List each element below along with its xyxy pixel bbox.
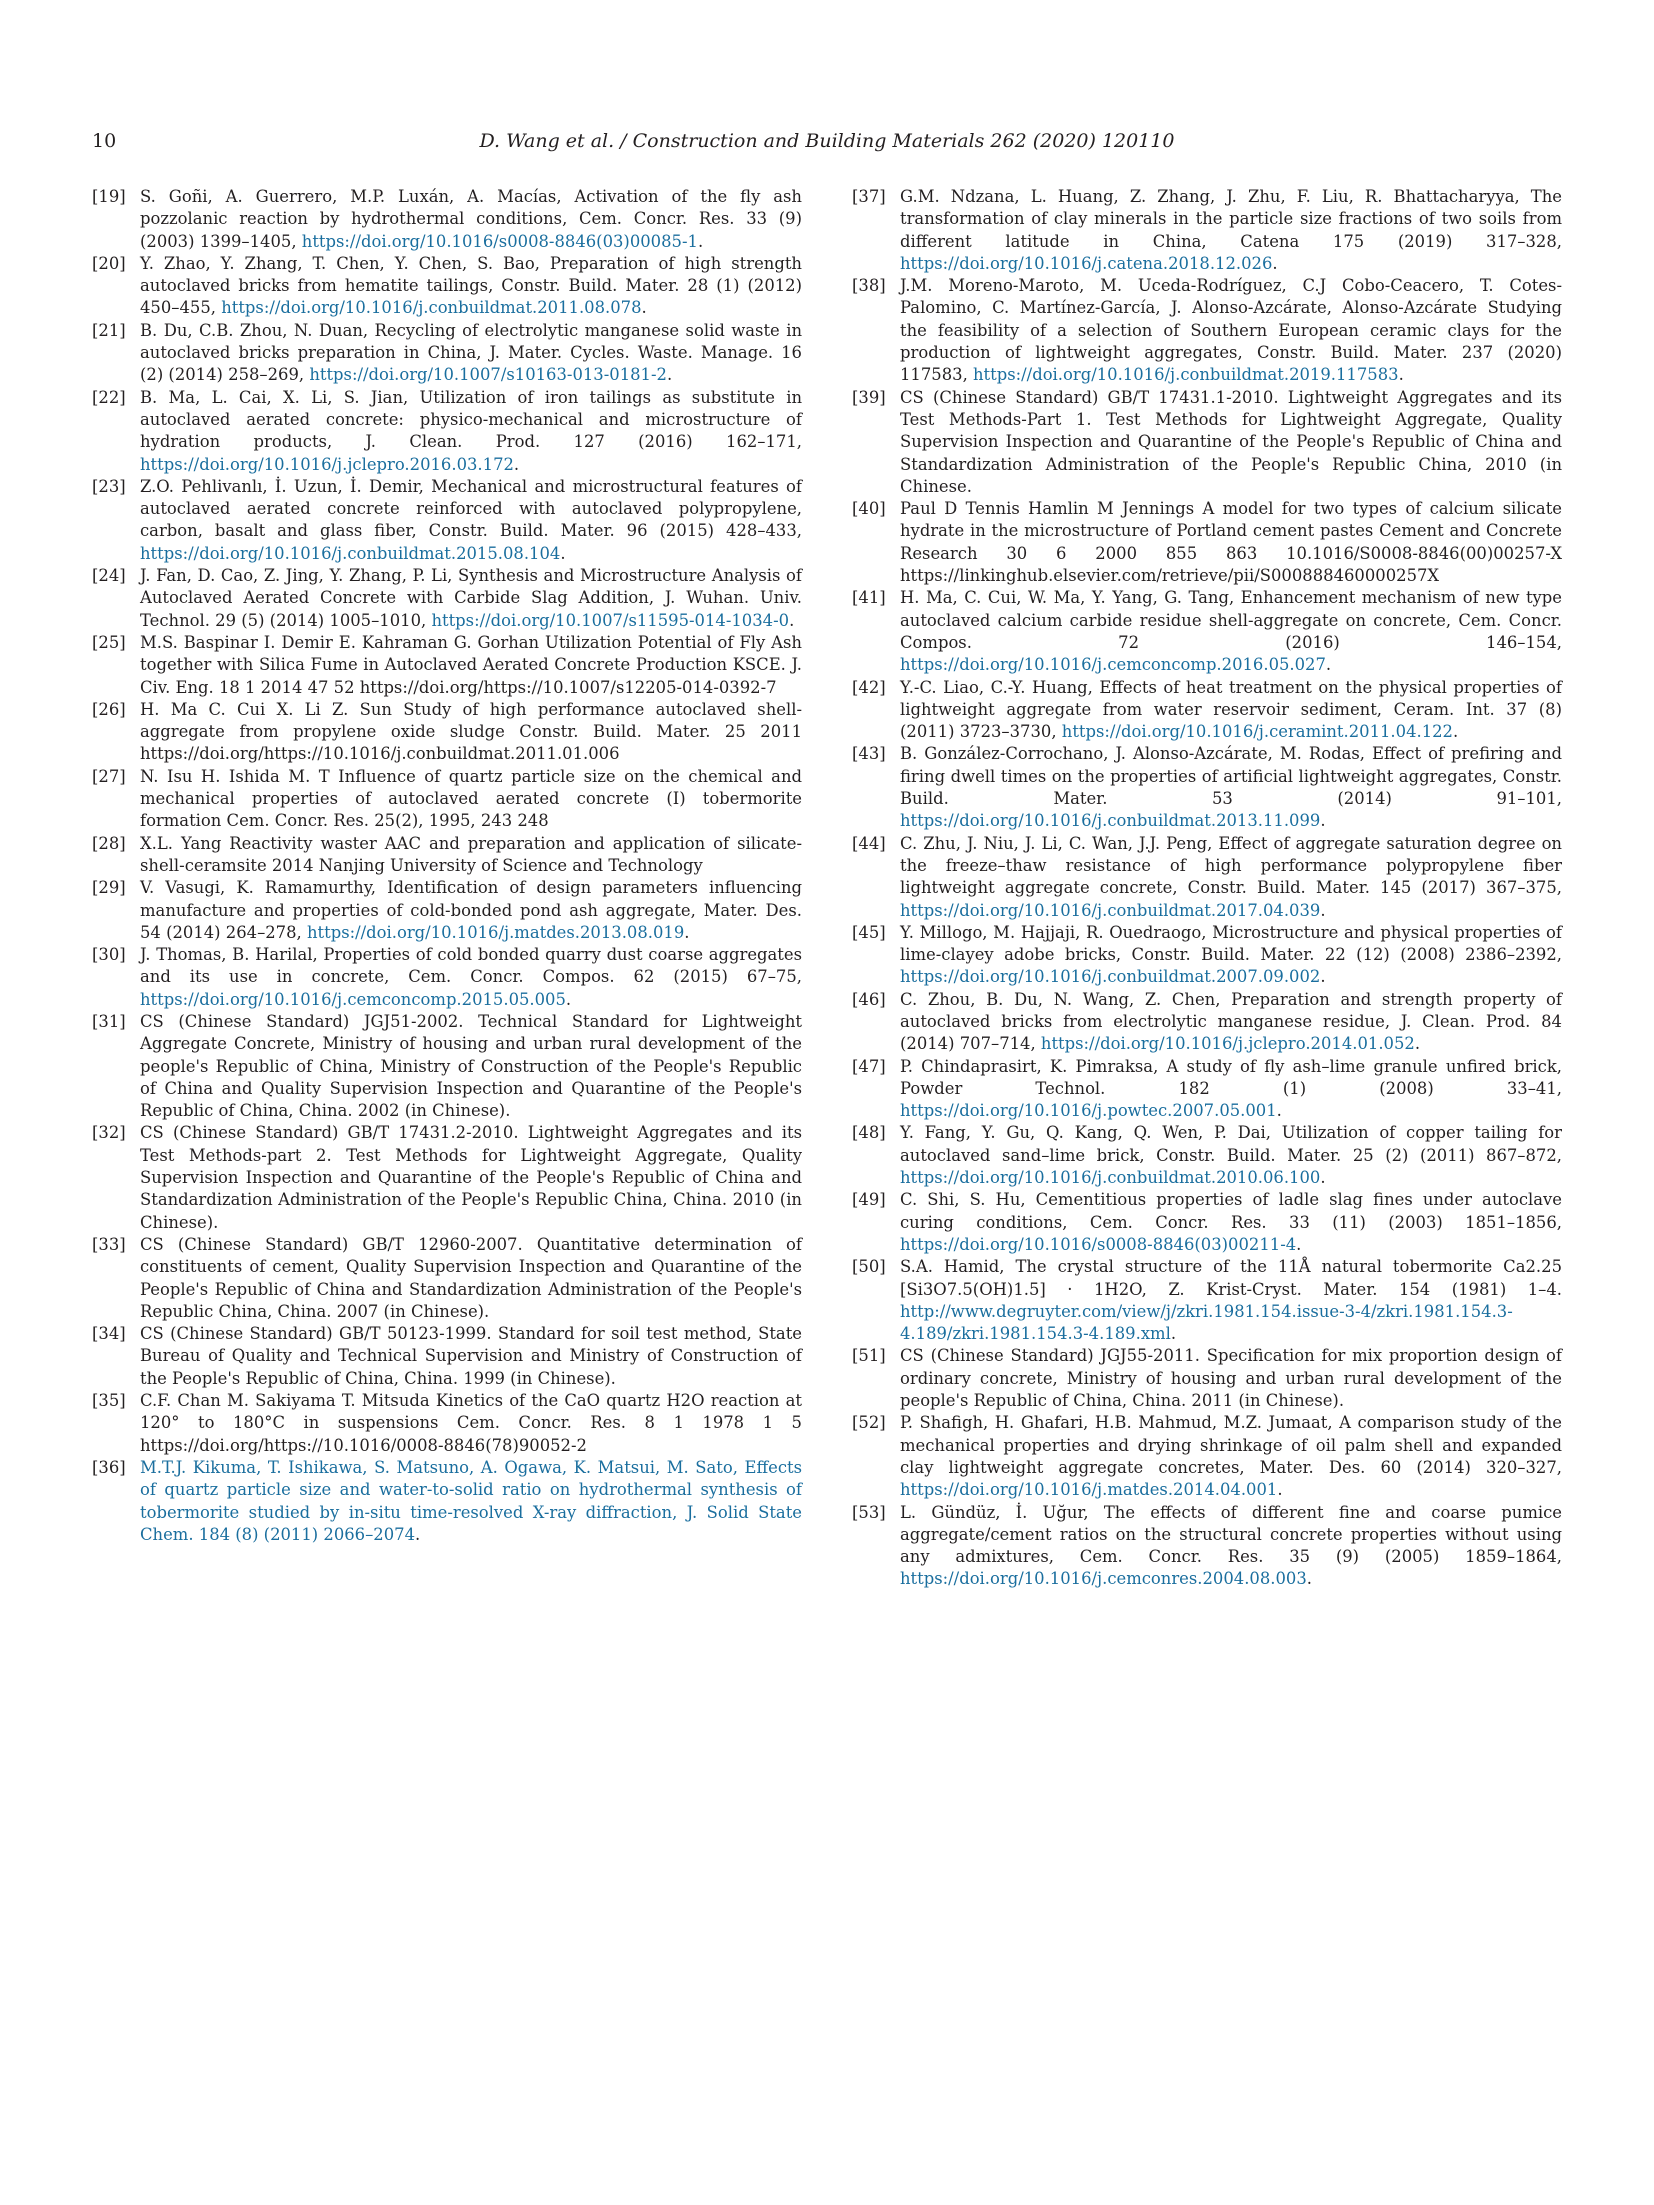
reference-item xyxy=(92,1323,802,1390)
reference-number: [32] xyxy=(92,1123,126,1143)
reference-item xyxy=(92,632,802,699)
reference-item xyxy=(852,1502,1562,1591)
reference-item xyxy=(852,498,1562,587)
reference-text: B. González-Corrochano, J. Alonso-Azcárate, M. Rodas, Effect of prefiring and firing dwell times on the properties of artificial lightweight aggregates, Constr. Build. Mater. 53 (2014) 91–101, xyxy=(900,744,1562,809)
reference-tail: . xyxy=(513,454,520,474)
reference-item xyxy=(92,476,802,565)
reference-item xyxy=(92,766,802,833)
reference-number: [19] xyxy=(92,187,126,206)
reference-number: [41] xyxy=(852,588,886,608)
reference-item xyxy=(92,877,802,944)
reference-text: B. Ma, L. Cai, X. Li, S. Jian, Utilization of iron tailings as substitute in autoclaved aerated concrete: physico-mechanical and microstructure of hydration products, J. Clean. Prod. 127 (2016) 162–171, xyxy=(140,387,802,452)
reference-number: [28] xyxy=(92,833,126,853)
reference-number: [45] xyxy=(852,922,886,942)
reference-tail: . xyxy=(641,298,647,318)
doi-link[interactable]: https://doi.org/10.1016/j.cemconres.2004.08.003 xyxy=(900,1569,1307,1589)
doi-link[interactable]: http://www.degruyter.com/view/j/zkri.1981.154.issue-3-4/zkri.1981.154.3-4.189/zkri.1981.154.3-4.189.xml xyxy=(900,1301,1513,1344)
reference-item xyxy=(92,186,802,253)
doi-link[interactable]: https://doi.org/10.1016/j.jclepro.2014.01.052 xyxy=(1040,1034,1415,1054)
reference-tail: . xyxy=(1414,1034,1421,1054)
reference-number: [26] xyxy=(92,699,126,719)
reference-tail: . xyxy=(1272,253,1278,273)
reference-text: S. Goñi, A. Guerrero, M.P. Luxán, A. Macías, Activation of the fly ash pozzolanic reaction by hydrothermal conditions, Cem. Concr. Res. 33 (9) (2003) 1399–1405, xyxy=(140,187,802,251)
reference-tail: . xyxy=(1276,1101,1282,1121)
doi-link[interactable]: https://doi.org/10.1016/j.catena.2018.12.026 xyxy=(900,253,1273,273)
reference-text: M.S. Baspinar I. Demir E. Kahraman G. Gorhan Utilization Potential of Fly Ash together with Silica Fume in Autoclaved Aerated Concrete Production KSCE. J. Civ. Eng. 18 1 2014 47 52 https://doi.org/https://10.1007/s12205-014-0392-7 xyxy=(140,632,802,697)
reference-item xyxy=(852,1345,1562,1412)
running-head: D. Wang et al. / Construction and Building Materials 262 (2020) 120110 xyxy=(479,130,1175,152)
reference-text: Y. Fang, Y. Gu, Q. Kang, Q. Wen, P. Dai, Utilization of copper tailing for autoclaved sand–lime brick, Constr. Build. Mater. 25 (2) (2011) 867–872, xyxy=(900,1123,1562,1165)
reference-text: C. Zhou, B. Du, N. Wang, Z. Chen, Preparation and strength property of autoclaved bricks from electrolytic manganese residue, J. Clean. Prod. 84 (2014) 707–714, xyxy=(900,989,1562,1054)
reference-number: [30] xyxy=(92,945,126,965)
reference-text: V. Vasugi, K. Ramamurthy, Identification of design parameters influencing manufacture and properties of cold-bonded pond ash aggregate, Mater. Des. 54 (2014) 264–278, xyxy=(140,878,802,942)
reference-text: CS (Chinese Standard) GB/T 12960-2007. Quantitative determination of constituents of cement, Quality Supervision Inspection and Quarantine of the People's Republic of China and Standardization Administration of the People's Republic China, China. 2007 (in Chinese). xyxy=(140,1234,802,1321)
reference-text: J. Fan, D. Cao, Z. Jing, Y. Zhang, P. Li, Synthesis and Microstructure Analysis of Autoclaved Aerated Concrete with Carbide Slag Addition, J. Wuhan. Univ. Technol. 29 (5) (2014) 1005–1010, xyxy=(140,566,802,630)
doi-link[interactable]: https://doi.org/10.1016/j.matdes.2014.04.001 xyxy=(900,1480,1278,1500)
reference-text: C. Zhu, J. Niu, J. Li, C. Wan, J.J. Peng, Effect of aggregate saturation degree on the freeze–thaw resistance of high performance polypropylene fiber lightweight aggregate concrete, Constr. Build. Mater. 145 (2017) 367–375, xyxy=(900,833,1562,898)
doi-link[interactable]: M.T.J. Kikuma, T. Ishikawa, S. Matsuno, A. Ogawa, K. Matsui, M. Sato, Effects of quartz particle size and water-to-solid ratio on hydrothermal synthesis of tobermorite studied by in-situ time-resolved X-ray diffraction, J. Solid State Chem. 184 (8) (2011) 2066–2074 xyxy=(140,1457,802,1544)
reference-item xyxy=(852,677,1562,744)
reference-number: [48] xyxy=(852,1123,886,1143)
reference-item xyxy=(852,587,1562,676)
reference-item xyxy=(92,1457,802,1546)
doi-link[interactable]: https://doi.org/10.1016/j.powtec.2007.05.001 xyxy=(900,1101,1277,1121)
reference-number: [21] xyxy=(92,320,126,340)
reference-item xyxy=(852,186,1562,275)
reference-tail: . xyxy=(1320,967,1326,987)
doi-link[interactable]: https://doi.org/10.1016/j.conbuildmat.2011.08.078 xyxy=(221,298,642,318)
reference-number: [23] xyxy=(92,476,126,496)
reference-item xyxy=(852,743,1562,832)
reference-number: [24] xyxy=(92,566,126,586)
reference-number: [38] xyxy=(852,276,886,296)
reference-item xyxy=(92,1234,802,1323)
reference-item xyxy=(92,1011,802,1122)
reference-item xyxy=(852,1412,1562,1501)
reference-item xyxy=(852,1189,1562,1256)
reference-text: J. Thomas, B. Harilal, Properties of cold bonded quarry dust coarse aggregates and its use in concrete, Cem. Concr. Compos. 62 (2015) 67–75, xyxy=(140,945,802,987)
reference-item xyxy=(852,275,1562,386)
reference-number: [25] xyxy=(92,632,126,652)
reference-number: [50] xyxy=(852,1257,886,1277)
reference-number: [42] xyxy=(852,677,886,697)
reference-text: Y. Millogo, M. Hajjaji, R. Ouedraogo, Microstructure and physical properties of lime-clayey adobe bricks, Constr. Build. Mater. 22 (12) (2008) 2386–2392, xyxy=(900,922,1562,965)
reference-item xyxy=(92,699,802,766)
reference-item xyxy=(852,1256,1562,1345)
doi-link[interactable]: https://doi.org/10.1016/j.conbuildmat.2017.04.039 xyxy=(900,900,1321,920)
reference-text: Paul D Tennis Hamlin M Jennings A model for two types of calcium silicate hydrate in the microstructure of Portland cement pastes Cement and Concrete Research 30 6 2000 855 863 10.1016/S0008-8846(00)00257-X https://linkinghub.elsevier.com/retrieve/pii/S000888460000257X xyxy=(900,499,1562,586)
reference-tail: . xyxy=(1325,655,1332,675)
references-right-column xyxy=(852,186,1562,1591)
reference-tail: . xyxy=(565,989,572,1009)
reference-item xyxy=(92,387,802,476)
reference-tail: . xyxy=(684,922,690,942)
doi-link[interactable]: https://doi.org/10.1016/j.conbuildmat.2010.06.100 xyxy=(900,1168,1321,1188)
reference-tail: . xyxy=(1296,1234,1302,1254)
reference-text: B. Du, C.B. Zhou, N. Duan, Recycling of electrolytic manganese solid waste in autoclaved bricks preparation in China, J. Mater. Cycles. Waste. Manage. 16 (2) (2014) 258–269, xyxy=(140,320,802,385)
reference-item xyxy=(92,253,802,320)
reference-tail: . xyxy=(1306,1569,1312,1589)
reference-number: [35] xyxy=(92,1391,126,1411)
reference-item xyxy=(92,1122,802,1233)
reference-text: G.M. Ndzana, L. Huang, Z. Zhang, J. Zhu, F. Liu, R. Bhattacharyya, The transformation of clay minerals in the particle size fractions of two soils from different latitude in China, Catena 175 (2019) 317–328, xyxy=(900,187,1562,251)
reference-item xyxy=(852,989,1562,1056)
reference-text: C.F. Chan M. Sakiyama T. Mitsuda Kinetics of the CaO quartz H2O reaction at 120° to 180°C in suspensions Cem. Concr. Res. 8 1 1978 1 5 https://doi.org/https://10.1016/0008-8846(78)90052-2 xyxy=(140,1391,802,1455)
reference-number: [31] xyxy=(92,1011,126,1031)
reference-number: [47] xyxy=(852,1056,886,1076)
reference-text: H. Ma, C. Cui, W. Ma, Y. Yang, G. Tang, Enhancement mechanism of new type autoclaved calcium carbide residue shell-aggregate on concrete, Cem. Concr. Compos. 72 (2016) 146–154, xyxy=(900,588,1562,652)
references-left-column xyxy=(92,186,802,1546)
reference-text: J.M. Moreno-Maroto, M. Uceda-Rodríguez, C.J Cobo-Ceacero, T. Cotes-Palomino, C. Martínez-García, J. Alonso-Azcárate, Alonso-Azcárate Studying the feasibility of a selection of Southern European ceramic clays for the production of lightweight aggregates, Constr. Build. Mater. 237 (2020) 117583, xyxy=(900,276,1562,385)
reference-item xyxy=(92,833,802,878)
reference-tail: . xyxy=(1398,365,1404,385)
reference-item xyxy=(92,320,802,387)
reference-tail: . xyxy=(1320,811,1326,831)
reference-number: [29] xyxy=(92,878,126,898)
doi-link[interactable]: https://doi.org/10.1007/s10163-013-0181-2 xyxy=(309,365,667,385)
reference-number: [52] xyxy=(852,1413,886,1433)
reference-number: [37] xyxy=(852,187,886,206)
reference-text: N. Isu H. Ishida M. T Influence of quartz particle size on the chemical and mechanical properties of autoclaved aerated concrete (I) tobermorite formation Cem. Concr. Res. 25(2), 1995, 243 248 xyxy=(140,766,802,831)
reference-text: CS (Chinese Standard) JGJ55-2011. Specification for mix proportion design of ordinary concrete, Ministry of housing and urban rural development of the people's Republic of China, China. 2011 (in Chinese). xyxy=(900,1346,1562,1411)
reference-item xyxy=(92,944,802,1011)
reference-number: [33] xyxy=(92,1234,126,1254)
reference-item xyxy=(852,1056,1562,1123)
reference-item xyxy=(852,1122,1562,1189)
doi-link[interactable]: https://doi.org/10.1016/j.conbuildmat.2007.09.002 xyxy=(900,967,1321,987)
reference-tail: . xyxy=(1320,900,1326,920)
reference-item xyxy=(92,565,802,632)
reference-number: [39] xyxy=(852,387,886,407)
reference-tail: . xyxy=(415,1524,421,1544)
reference-text: P. Chindaprasirt, K. Pimraksa, A study of fly ash–lime granule unfired brick, Powder Technol. 182 (1) (2008) 33–41, xyxy=(900,1056,1562,1098)
doi-link[interactable]: https://doi.org/10.1016/j.ceramint.2011.04.122 xyxy=(1061,722,1453,742)
reference-number: [40] xyxy=(852,499,886,519)
doi-link[interactable]: https://doi.org/10.1007/s11595-014-1034-0 xyxy=(431,610,790,630)
reference-number: [22] xyxy=(92,387,126,407)
reference-number: [53] xyxy=(852,1502,886,1522)
reference-number: [34] xyxy=(92,1324,126,1344)
reference-item xyxy=(852,922,1562,989)
reference-tail: . xyxy=(666,365,673,385)
reference-text: H. Ma C. Cui X. Li Z. Sun Study of high performance autoclaved shell-aggregate from propylene oxide sludge Constr. Build. Mater. 25 2011 https://doi.org/https://10.1016/j.conbuildmat.2011.01.006 xyxy=(140,699,802,764)
reference-number: [20] xyxy=(92,253,126,273)
page-number: 10 xyxy=(92,130,117,152)
doi-link[interactable]: https://doi.org/10.1016/j.jclepro.2016.03.172 xyxy=(140,454,514,474)
reference-text: CS (Chinese Standard) GB/T 17431.2-2010. Lightweight Aggregates and its Test Methods-part 2. Test Methods for Lightweight Aggregate, Quality Supervision Inspection and Quarantine of the People's Republic of China and Standardization Administration of the People's Republic China, China. 2010 (in Chinese). xyxy=(140,1123,802,1232)
reference-tail: . xyxy=(697,231,704,251)
reference-number: [36] xyxy=(92,1457,126,1477)
reference-item xyxy=(852,833,1562,922)
doi-link[interactable]: https://doi.org/10.1016/j.conbuildmat.2013.11.099 xyxy=(900,811,1321,831)
reference-text: Y. Zhao, Y. Zhang, T. Chen, Y. Chen, S. Bao, Preparation of high strength autoclaved bricks from hematite tailings, Constr. Build. Mater. 28 (1) (2012) 450–455, xyxy=(140,253,802,318)
reference-text: C. Shi, S. Hu, Cementitious properties of ladle slag fines under autoclave curing conditions, Cem. Concr. Res. 33 (11) (2003) 1851–1856, xyxy=(900,1190,1562,1232)
reference-text: Y.-C. Liao, C.-Y. Huang, Effects of heat treatment on the physical properties of lightweight aggregate from water reservoir sediment, Ceram. Int. 37 (8) (2011) 3723–3730, xyxy=(900,677,1562,742)
doi-link[interactable]: https://doi.org/10.1016/s0008-8846(03)00085-1 xyxy=(301,231,698,251)
reference-text: CS (Chinese Standard) GB/T 50123-1999. Standard for soil test method, State Bureau of Quality and Technical Supervision and Ministry of Construction of the People's Republic of China, China. 1999 (in Chinese). xyxy=(140,1324,802,1388)
reference-tail: . xyxy=(1453,722,1459,742)
reference-item xyxy=(852,387,1562,498)
reference-number: [44] xyxy=(852,833,886,853)
doi-link[interactable]: https://doi.org/10.1016/j.cemconcomp.2016.05.027 xyxy=(900,655,1326,675)
reference-tail: . xyxy=(789,610,795,630)
reference-text: CS (Chinese Standard) GB/T 17431.1-2010. Lightweight Aggregates and its Test Methods-Part 1. Test Methods for Lightweight Aggregate, Quality Supervision Inspection and Quarantine of the People's Republic of China and Standardization Administration of the People's Republic China, 2010 (in Chinese. xyxy=(900,387,1562,496)
doi-link[interactable]: https://doi.org/10.1016/j.conbuildmat.2019.117583 xyxy=(973,365,1399,385)
reference-text: Z.O. Pehlivanlı, İ. Uzun, İ. Demir, Mechanical and microstructural features of autoclaved aerated concrete reinforced with autoclaved polypropylene, carbon, basalt and glass fiber, Constr. Build. Mater. 96 (2015) 428–433, xyxy=(140,476,802,541)
reference-text: L. Gündüz, İ. Uğur, The effects of different fine and coarse pumice aggregate/cement ratios on the structural concrete properties without using any admixtures, Cem. Concr. Res. 35 (9) (2005) 1859–1864, xyxy=(900,1502,1562,1567)
reference-number: [46] xyxy=(852,989,886,1009)
doi-link[interactable]: https://doi.org/10.1016/j.conbuildmat.2015.08.104 xyxy=(140,543,561,563)
doi-link[interactable]: https://doi.org/10.1016/s0008-8846(03)00211-4 xyxy=(900,1234,1297,1254)
doi-link[interactable]: https://doi.org/10.1016/j.cemconcomp.2015.05.005 xyxy=(140,989,566,1009)
reference-tail: . xyxy=(1277,1480,1283,1500)
doi-link[interactable]: https://doi.org/10.1016/j.matdes.2013.08.019 xyxy=(306,922,685,942)
reference-number: [27] xyxy=(92,766,126,786)
reference-number: [49] xyxy=(852,1190,886,1210)
reference-tail: . xyxy=(1320,1168,1326,1188)
reference-tail: . xyxy=(560,543,566,563)
reference-item xyxy=(92,1390,802,1457)
reference-text: X.L. Yang Reactivity waster AAC and preparation and application of silicate-shell-ceramsite 2014 Nanjing University of Science and Technology xyxy=(140,833,802,875)
reference-number: [43] xyxy=(852,744,886,764)
reference-tail: . xyxy=(1170,1324,1177,1344)
reference-text: P. Shafigh, H. Ghafari, H.B. Mahmud, M.Z. Jumaat, A comparison study of the mechanical properties and drying shrinkage of oil palm shell and expanded clay lightweight aggregate concretes, Mater. Des. 60 (2014) 320–327, xyxy=(900,1413,1562,1477)
reference-text: CS (Chinese Standard) JGJ51-2002. Technical Standard for Lightweight Aggregate Concrete, Ministry of housing and urban rural development of the people's Republic of China, Ministry of Construction of the People's Republic of China and Quality Supervision Inspection and Quarantine of the People's Republic of China, China. 2002 (in Chinese). xyxy=(140,1011,802,1121)
reference-text: S.A. Hamid, The crystal structure of the 11Å natural tobermorite Ca2.25 [Si3O7.5(OH)1.5] · 1H2O, Z. Krist-Cryst. Mater. 154 (1981) 1–4. xyxy=(900,1257,1562,1299)
reference-number: [51] xyxy=(852,1346,886,1366)
